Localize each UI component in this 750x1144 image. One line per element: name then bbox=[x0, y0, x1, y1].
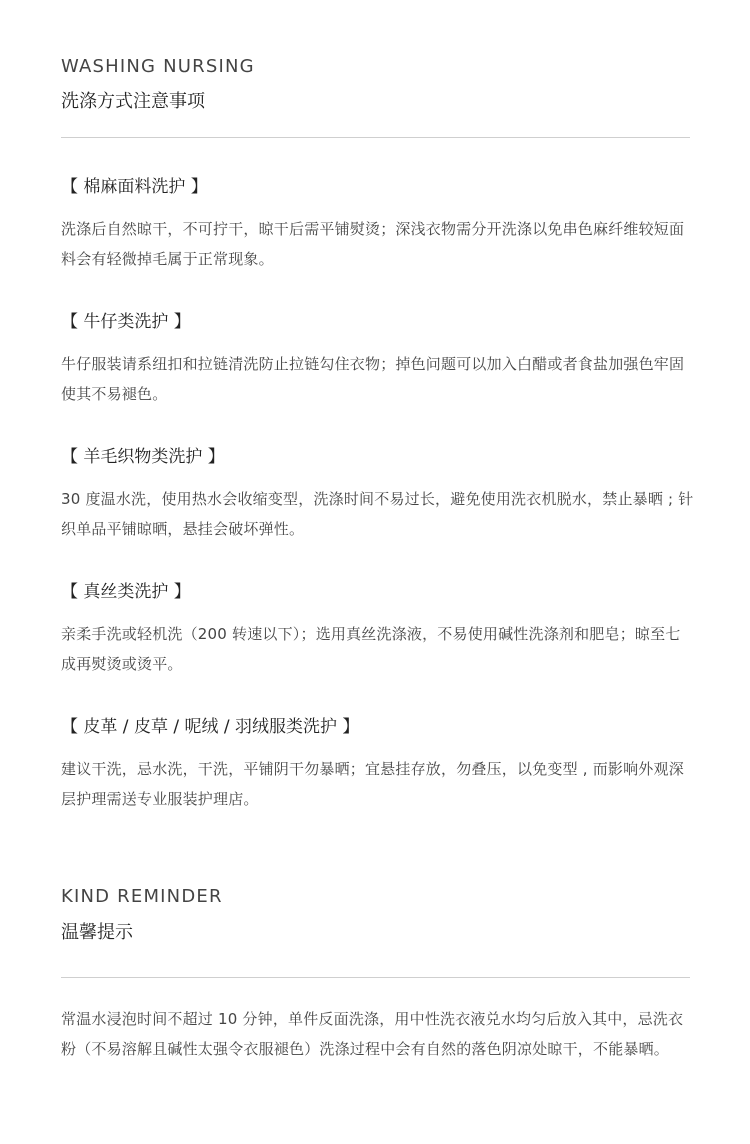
section-wool-body bbox=[61, 484, 695, 544]
section-denim-body bbox=[61, 349, 695, 409]
section-silk-body bbox=[61, 619, 695, 679]
reminder-divider bbox=[61, 977, 690, 978]
section-text: 30 度温水洗，使用热水会收缩变型，洗涤时间不易过长，避免使用洗衣机脱水，禁止暴晒 ; 针织单品平铺晾晒，悬挂会破坏弹性。 bbox=[61, 490, 694, 538]
section-text: 亲柔手洗或轻机洗（200 转速以下）；选用真丝洗涤液，不易使用碱性洗涤剂和肥皂；晾至七成再熨烫或烫平。 bbox=[61, 625, 681, 673]
section-wool bbox=[61, 445, 691, 469]
section-cotton-linen-body bbox=[61, 214, 695, 274]
section-text: 建议干洗，忌水洗，干洗，平铺阴干勿暴晒；宜悬挂存放，勿叠压，以免变型 , 而影响外观深层护理需送专业服装护理店。 bbox=[61, 760, 684, 808]
reminder-cn-title: 温馨提示 bbox=[61, 922, 133, 943]
washing-divider bbox=[61, 137, 690, 138]
section-heading: 【 牛仔类洗护 】 bbox=[61, 312, 191, 332]
section-leather-fur bbox=[61, 715, 691, 739]
reminder-cn-header bbox=[61, 921, 691, 945]
reminder-body bbox=[61, 1004, 695, 1064]
washing-cn-header bbox=[61, 90, 691, 114]
washing-header bbox=[61, 56, 691, 78]
washing-cn-title: 洗涤方式注意事项 bbox=[61, 91, 205, 112]
section-denim bbox=[61, 310, 691, 334]
section-cotton-linen bbox=[61, 175, 691, 199]
section-text: 牛仔服装请系纽扣和拉链清洗防止拉链勾住衣物；掉色问题可以加入白醋或者食盐加强色牢固使其不易褪色。 bbox=[61, 355, 685, 403]
reminder-text: 常温水浸泡时间不超过 10 分钟，单件反面洗涤，用中性洗衣液兑水均匀后放入其中，忌洗衣粉（不易溶解且碱性太强令衣服褪色）洗涤过程中会有自然的落色阴凉处晾干，不能暴晒。 bbox=[61, 1010, 684, 1058]
section-heading: 【 棉麻面料洗护 】 bbox=[61, 177, 208, 197]
section-heading: 【 皮革 / 皮草 / 呢绒 / 羽绒服类洗护 】 bbox=[61, 717, 360, 737]
section-silk bbox=[61, 580, 691, 604]
section-leather-fur-body bbox=[61, 754, 695, 814]
washing-en-title: WASHING NURSING bbox=[61, 56, 255, 77]
reminder-header bbox=[61, 886, 691, 908]
section-heading: 【 羊毛织物类洗护 】 bbox=[61, 447, 225, 467]
reminder-en-title: KIND REMINDER bbox=[61, 886, 223, 907]
section-heading: 【 真丝类洗护 】 bbox=[61, 582, 191, 602]
section-text: 洗涤后自然晾干，不可拧干，晾干后需平铺熨烫；深浅衣物需分开洗涤以免串色麻纤维较短面料会有轻微掉毛属于正常现象。 bbox=[61, 220, 685, 268]
